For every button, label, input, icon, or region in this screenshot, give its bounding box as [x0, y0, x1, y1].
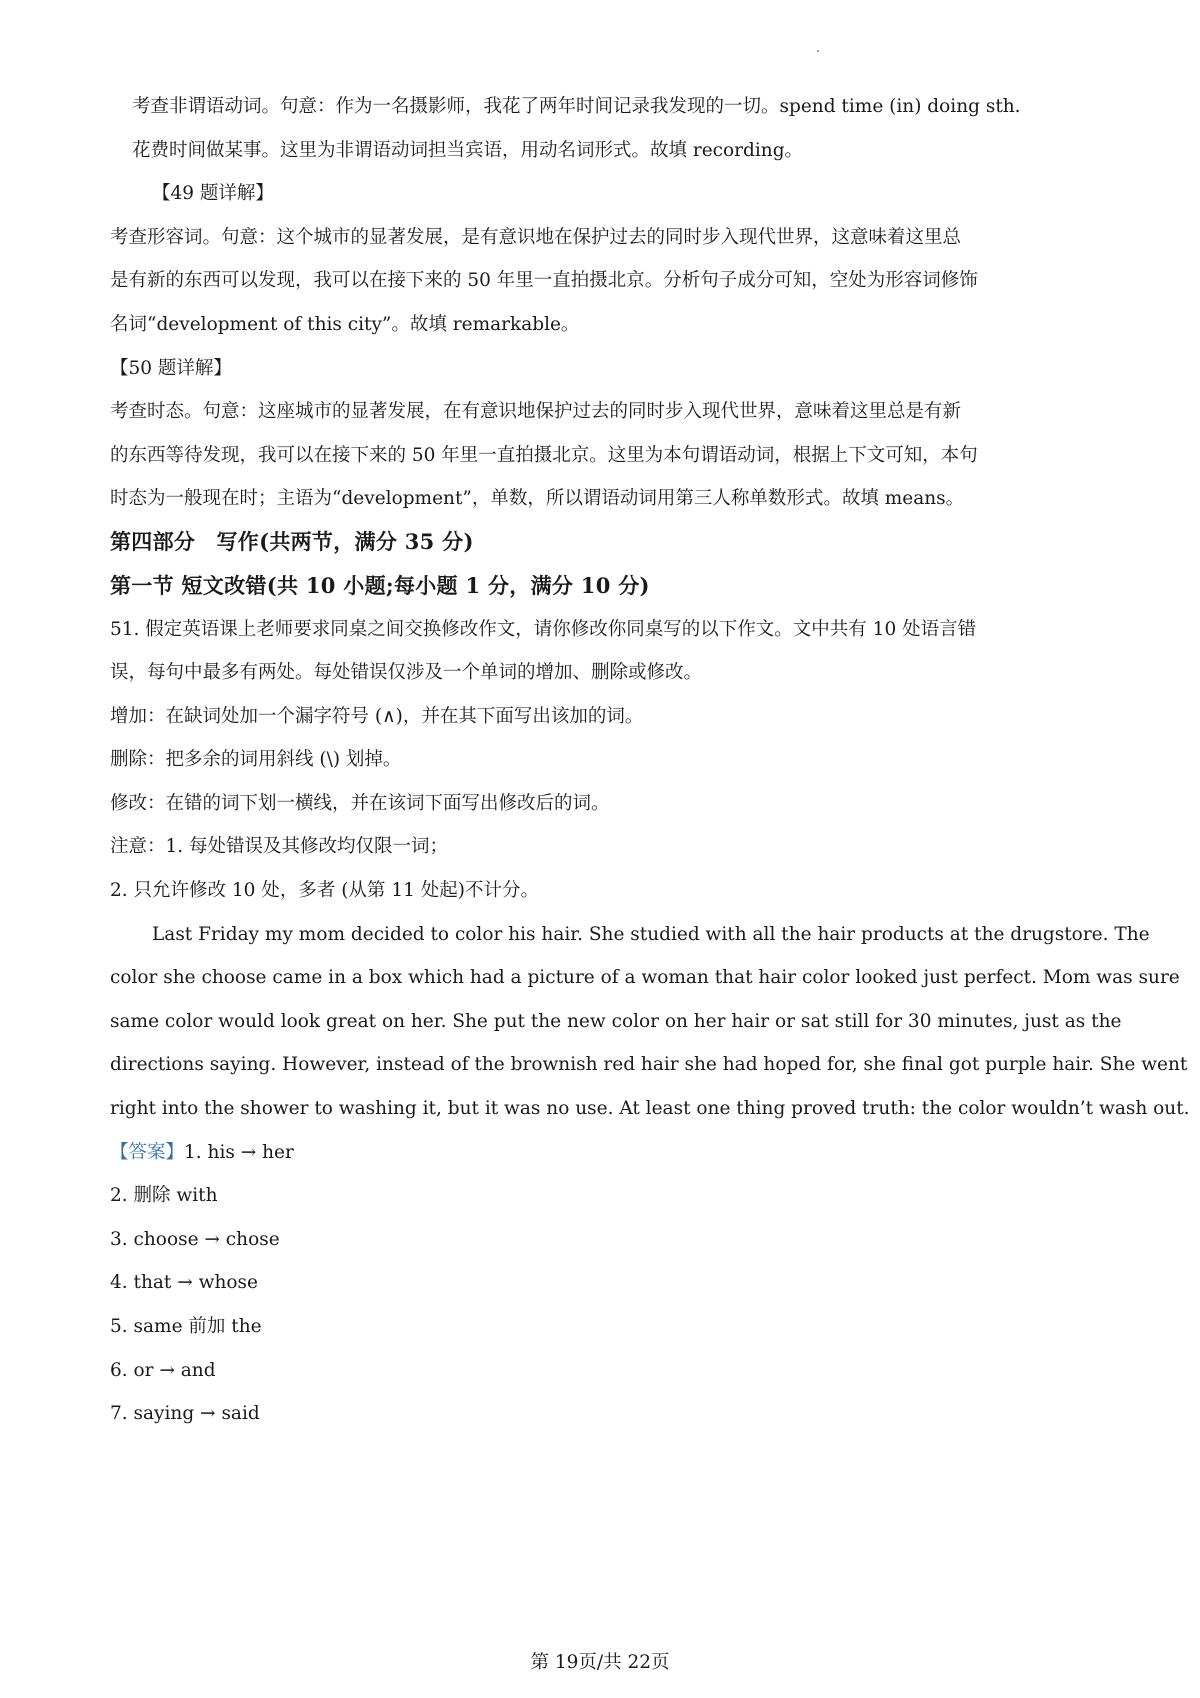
q50-line-1: 考查时态。句意：这座城市的显著发展，在有意识地保护过去的同时步入现代世界，意味着这里总是有新	[110, 401, 962, 422]
q51-modify-rule: 修改：在错的词下划一横线，并在该词下面写出修改后的词。	[110, 793, 610, 814]
q50-heading: 【50 题详解】	[110, 358, 232, 379]
answer-item: 1. his → her	[184, 1142, 294, 1163]
page-footer: 第 19页/共 22页	[530, 1652, 670, 1673]
q51-note-2: 2. 只允许修改 10 处，多者 (从第 11 处起)不计分。	[110, 880, 539, 901]
answer-item: 7. saying → said	[110, 1403, 260, 1424]
q49-line-3: 名词“development of this city”。故填 remarkable。	[110, 314, 580, 335]
section1-title: 第一节 短文改错(共 10 小题;每小题 1 分，满分 10 分)	[110, 573, 650, 598]
answer-item: 6. or → and	[110, 1360, 216, 1381]
answer-item: 2. 删除 with	[110, 1185, 218, 1206]
answer-line-1	[110, 1140, 1100, 1166]
answer-tag: 【答案】	[110, 1142, 185, 1163]
passage-line-2: color she choose came in a box which had a picture of a woman that hair color looked just perfect. Mom was sure	[110, 967, 1180, 988]
q50-line-2: 的东西等待发现，我可以在接下来的 50 年里一直拍摄北京。这里为本句谓语动词，根据上下文可知，本句	[110, 445, 978, 466]
passage-line-1: Last Friday my mom decided to color his hair. She studied with all the hair products at the drugstore. The	[152, 924, 1150, 945]
explanation-48-line-1: 考查非谓语动词。句意：作为一名摄影师，我花了两年时间记录我发现的一切。spend time (in) doing sth.	[132, 96, 1021, 117]
q49-heading: 【49 题详解】	[152, 183, 274, 204]
answer-item: 3. choose → chose	[110, 1229, 280, 1250]
passage-line-5: right into the shower to washing it, but it was no use. At least one thing proved truth: the color wouldn’t wash out.	[110, 1098, 1190, 1119]
scan-dot	[817, 50, 819, 52]
answer-item: 5. same 前加 the	[110, 1316, 262, 1337]
explanation-48-line-2: 花费时间做某事。这里为非谓语动词担当宾语，用动名词形式。故填 recording。	[132, 140, 804, 161]
q51-add-rule: 增加：在缺词处加一个漏字符号 (∧)，并在其下面写出该加的词。	[110, 706, 644, 727]
part4-title: 第四部分 写作(共两节，满分 35 分)	[110, 529, 474, 554]
q49-line-1: 考查形容词。句意：这个城市的显著发展，是有意识地在保护过去的同时步入现代世界，这意味着这里总	[110, 227, 962, 248]
q51-line-2: 误，每句中最多有两处。每处错误仅涉及一个单词的增加、删除或修改。	[110, 662, 703, 683]
passage-line-3: same color would look great on her. She put the new color on her hair or sat still for 30 minutes, just as the	[110, 1011, 1122, 1032]
passage-line-4: directions saying. However, instead of the brownish red hair she had hoped for, she final got purple hair. She went	[110, 1054, 1188, 1075]
q49-line-2: 是有新的东西可以发现，我可以在接下来的 50 年里一直拍摄北京。分析句子成分可知，空处为形容词修饰	[110, 270, 978, 291]
q51-line-1: 51. 假定英语课上老师要求同桌之间交换修改作文，请你修改你同桌写的以下作文。文中共有 10 处语言错	[110, 619, 977, 640]
answer-item: 4. that → whose	[110, 1272, 258, 1293]
q50-line-3: 时态为一般现在时；主语为“development”，单数，所以谓语动词用第三人称单数形式。故填 means。	[110, 488, 965, 509]
q51-delete-rule: 删除：把多余的词用斜线 (\) 划掉。	[110, 749, 402, 770]
q51-note-1: 注意：1. 每处错误及其修改均仅限一词；	[110, 836, 449, 857]
